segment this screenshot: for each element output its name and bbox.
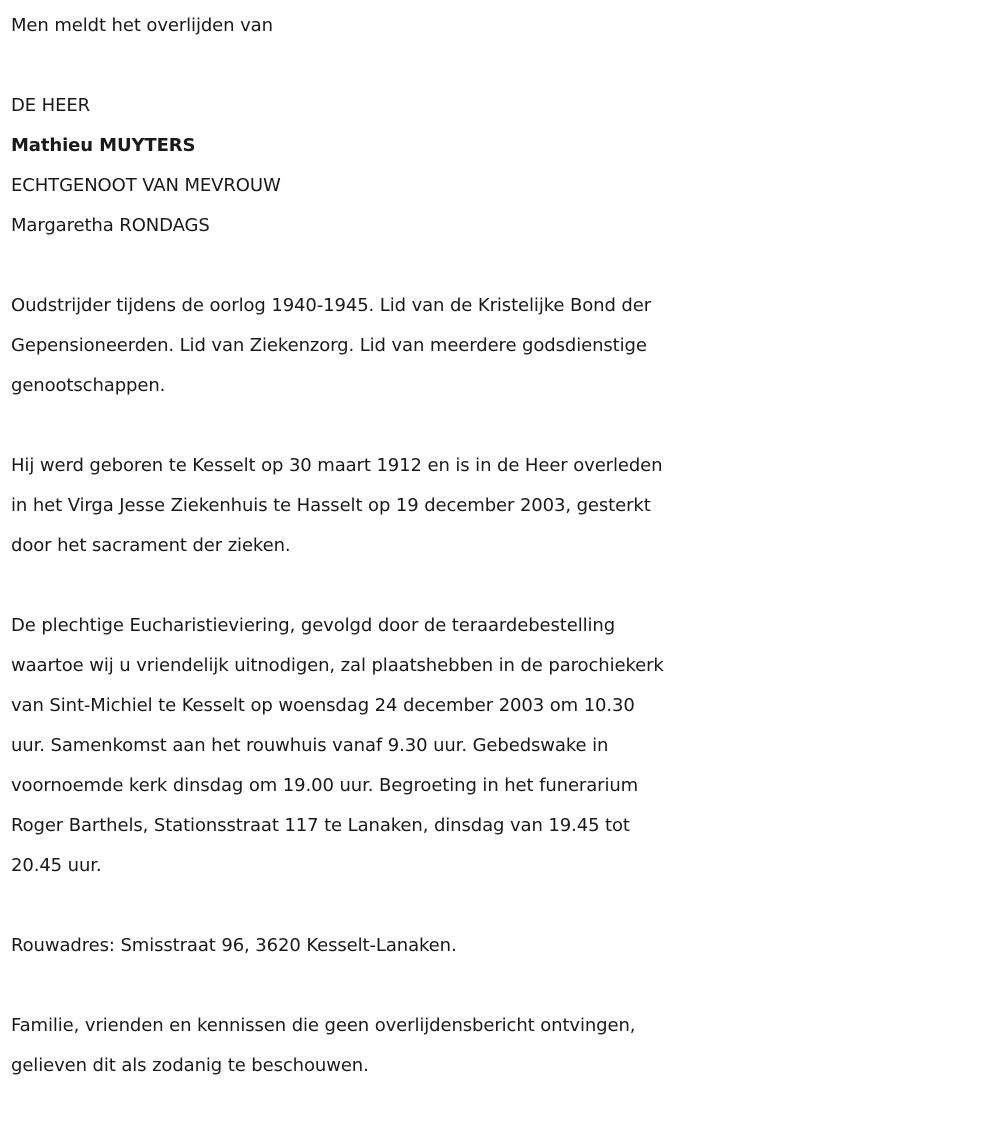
text-line: Familie, vrienden en kennissen die geen overlijdensbericht ontvingen,	[11, 1015, 636, 1036]
deceased-name: Mathieu MUYTERS	[11, 135, 196, 156]
spacer	[11, 46, 991, 86]
text-line: door het sacrament der zieken.	[11, 535, 291, 556]
closing-paragraph	[11, 1006, 991, 1086]
text-line: waartoe wij u vriendelijk uitnodigen, zal plaatshebben in de parochiekerk	[11, 655, 664, 676]
intro-line: Men meldt het overlijden van	[11, 15, 273, 36]
spacer	[11, 966, 991, 1006]
text-line: in het Virga Jesse Ziekenhuis te Hasselt op 19 december 2003, gesterkt	[11, 495, 651, 516]
text-line: genootschappen.	[11, 375, 166, 396]
spacer	[11, 246, 991, 286]
spacer	[11, 406, 991, 446]
text-line: Hij werd geboren te Kesselt op 30 maart 1912 en is in de Heer overleden	[11, 455, 663, 476]
death-notice	[11, 0, 991, 1086]
title-line: DE HEER	[11, 95, 91, 116]
text-line: Gepensioneerden. Lid van Ziekenzorg. Lid van meerdere godsdienstige	[11, 335, 647, 356]
birth-death-paragraph	[11, 446, 991, 566]
text-line: Rouwadres: Smisstraat 96, 3620 Kesselt-Lanaken.	[11, 935, 457, 956]
spacer	[11, 566, 991, 606]
memberships-paragraph	[11, 286, 991, 406]
text-line: Roger Barthels, Stationsstraat 117 te Lanaken, dinsdag van 19.45 tot	[11, 815, 630, 836]
spouse-line: ECHTGENOOT VAN MEVROUW	[11, 175, 281, 196]
spacer	[11, 886, 991, 926]
text-line: Oudstrijder tijdens de oorlog 1940-1945. Lid van de Kristelijke Bond der	[11, 295, 652, 316]
text-line: uur. Samenkomst aan het rouwhuis vanaf 9.30 uur. Gebedswake in	[11, 735, 609, 756]
text-line: 20.45 uur.	[11, 855, 102, 876]
text-line: gelieven dit als zodanig te beschouwen.	[11, 1055, 369, 1076]
spouse-name: Margaretha RONDAGS	[11, 215, 210, 236]
text-line: van Sint-Michiel te Kesselt op woensdag 24 december 2003 om 10.30	[11, 695, 635, 716]
text-line: De plechtige Eucharistieviering, gevolgd door de teraardebestelling	[11, 615, 616, 636]
address-paragraph	[11, 926, 991, 966]
ceremony-paragraph	[11, 606, 991, 886]
text-line: voornoemde kerk dinsdag om 19.00 uur. Begroeting in het funerarium	[11, 775, 639, 796]
